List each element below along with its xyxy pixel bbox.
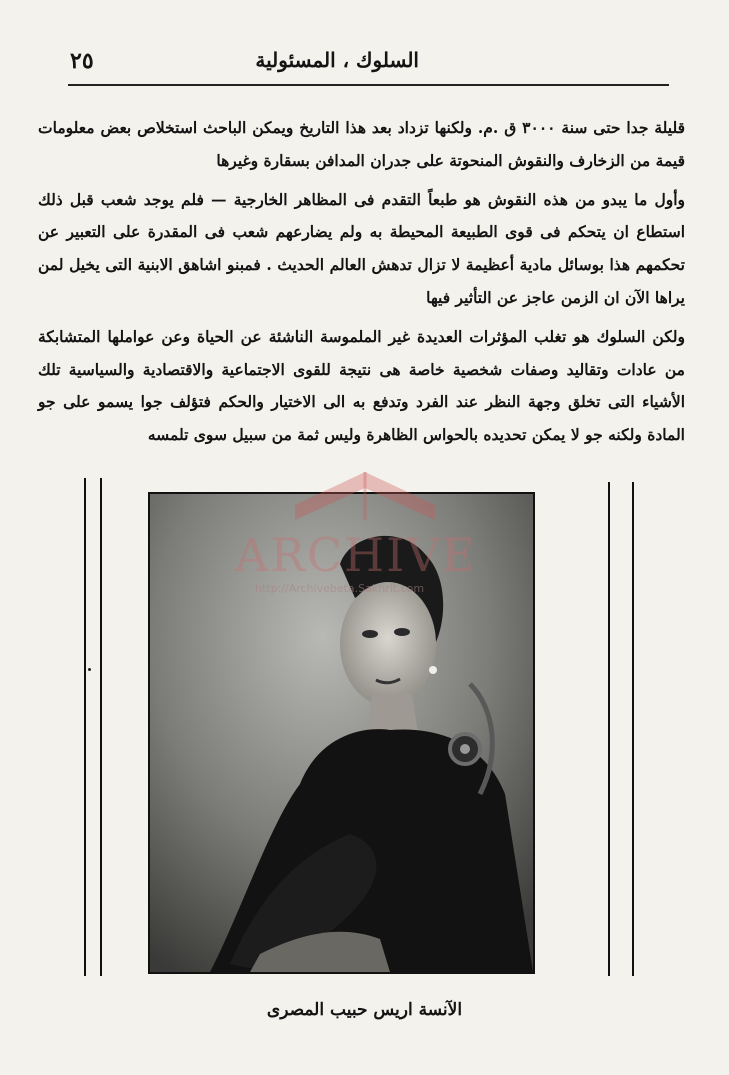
watermark-text: ARCHIVE	[235, 528, 478, 582]
portrait-photo	[148, 492, 535, 974]
page-header	[60, 44, 669, 78]
paragraph-3: ولكن السلوك هو تغلب المؤثرات العديدة غير الملموسة الناشئة عن الحياة وعن عواملها المتشابكة من عادات وتقاليد وصفات شخصية خاصة هى نتيجة للقوى الاجتماعية والاقتصادية والسياسية تلك الأشياء التى تخلق وجهة النظر عند الفرد وتدفع به الى الاختيار والحكم فتؤلف جوا يسمو على جو المادة ولكنه جو لا يمكن تحديده بالحواس الظاهرة وليس ثمة من سبيل سوى تلمسه	[38, 326, 685, 445]
frame-line-right-inner	[608, 482, 610, 976]
watermark-url: http://Archivebeta.Sakhrit.com	[255, 582, 425, 595]
running-head: السلوك ، المسئولية	[255, 48, 419, 72]
body-text	[38, 112, 685, 458]
frame-line-left-inner	[100, 478, 102, 976]
portrait-illustration	[150, 494, 533, 972]
paragraph-2: وأول ما يبدو من هذه النقوش هو طبعاً التقدم فى المظاهر الخارجية — فلم يوجد شعب قبل ذلك استطاع ان يتحكم فى قوى الطبيعة المحيطة به ولم يضارعهم شعب فى المقدرة على التعبير عن تحكمهم هذا بوسائل مادية أعظيمة لا تزال تدهش العالم الحديث . فمبنو اشاهق الابنية التى يخيل لمن يراها الآن ان الزمن عاجز عن التأثير فيها	[38, 189, 685, 307]
frame-line-right-outer	[632, 482, 634, 976]
frame-line-left-outer	[84, 478, 86, 976]
stray-mark	[88, 668, 91, 671]
paragraph-1: قليلة جدا حتى سنة ٣٠٠٠ ق .م. ولكنها تزداد بعد هذا التاريخ ويمكن الباحث استخلاص بعض معلومات قيمة من الزخارف والنقوش المنحوتة على جدران المدافن بسقارة وغيرها	[38, 118, 686, 170]
photo-caption: الآنسة اريس حبيب المصرى	[266, 1000, 463, 1020]
header-rule	[68, 84, 669, 86]
page-number: ٢٥	[70, 48, 94, 74]
